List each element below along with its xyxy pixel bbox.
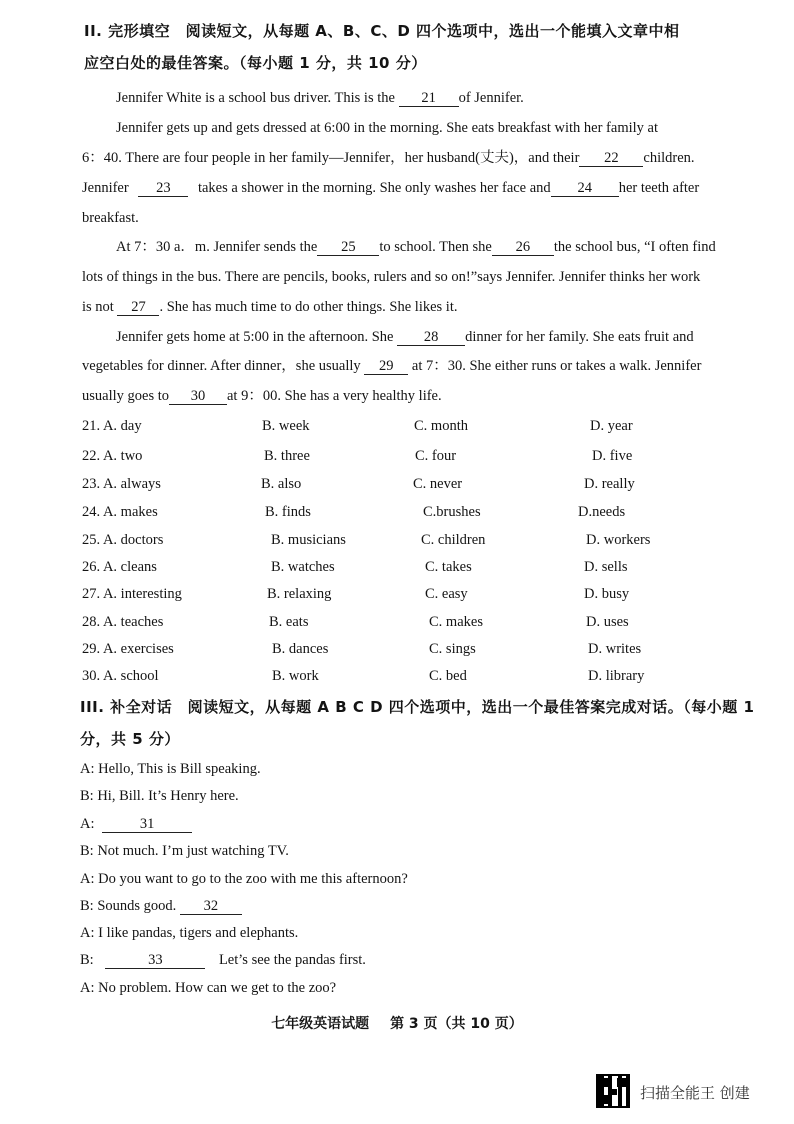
- passage-line-9: Jennifer gets home at 5:00 in the afternoon. She 28 dinner for her family. She eats fruit and: [116, 329, 694, 345]
- dialogue-line-4: B: Not much. I’m just watching TV.: [80, 843, 289, 859]
- blank-24: 24: [551, 180, 619, 197]
- option-c: C. month: [414, 418, 468, 434]
- blank-31: 31: [102, 816, 192, 833]
- dialogue-line-9: A: No problem. How can we get to the zoo?: [80, 980, 337, 996]
- option-b: B. three: [264, 448, 310, 464]
- option-b: B. musicians: [271, 532, 346, 548]
- option-b: B. relaxing: [267, 586, 332, 602]
- option-a: 30. A. school: [82, 668, 159, 684]
- blank-23: 23: [138, 180, 188, 197]
- footer-title: 七年级英语试题: [271, 1016, 370, 1032]
- passage-line-3: 6：40. There are four people in her family—Jennifer，her husband(丈夫)，and their 22 children.: [82, 150, 695, 166]
- passage-line-1: Jennifer White is a school bus driver. This is the 21 of Jennifer.: [116, 90, 524, 106]
- passage-line-4: Jennifer 23 takes a shower in the morning. She only washes her face and 24 her teeth after: [82, 180, 700, 196]
- passage-line-10: vegetables for dinner. After dinner，she usually 29 at 7：30. She either runs or takes a walk. Jennifer: [82, 358, 702, 374]
- section-2-heading-line1: II. 完形填空 阅读短文，从每题 A、B、C、D 四个选项中，选出一个能填入文章中相: [84, 22, 680, 40]
- passage-line-7: lots of things in the bus. There are pencils, books, rulers and so on!”says Jennifer. Jennifer thinks her work: [82, 269, 701, 285]
- option-d: D. year: [590, 418, 633, 434]
- option-a: 22. A. two: [82, 448, 143, 464]
- option-d: D. uses: [586, 614, 629, 630]
- blank-25: 25: [317, 239, 379, 256]
- option-b: B. work: [272, 668, 319, 684]
- dialogue-line-7: A: I like pandas, tigers and elephants.: [80, 925, 299, 941]
- footer-page-number: 第 3 页（共 10 页）: [390, 1016, 523, 1032]
- dialogue-line-8: B: 33 Let’s see the pandas first.: [80, 952, 366, 968]
- dialogue-line-3: A: 31: [80, 814, 192, 834]
- option-a: 24. A. makes: [82, 504, 158, 520]
- option-a: 26. A. cleans: [82, 559, 157, 575]
- option-row-27: [82, 586, 742, 606]
- passage-line-6: At 7：30 a．m. Jennifer sends the 25 to school. Then she 26 the school bus, “I often find: [116, 239, 716, 255]
- passage-line-5: breakfast.: [82, 210, 139, 226]
- dialogue-line-2: B: Hi, Bill. It’s Henry here.: [80, 788, 239, 804]
- option-d: D. library: [588, 668, 645, 684]
- option-c: C. easy: [425, 586, 468, 602]
- option-a: 21. A. day: [82, 418, 142, 434]
- option-c: C. four: [415, 448, 457, 464]
- option-b: B. dances: [272, 641, 329, 657]
- option-c: C.brushes: [423, 504, 481, 520]
- option-row-24: [82, 504, 742, 524]
- option-c: C. makes: [429, 614, 483, 630]
- option-row-28: [82, 614, 742, 634]
- option-a: 25. A. doctors: [82, 532, 164, 548]
- option-d: D. writes: [588, 641, 642, 657]
- passage-line-11: usually goes to 30 at 9：00. She has a very healthy life.: [82, 388, 442, 404]
- blank-32: 32: [180, 898, 242, 915]
- section-3-heading-line1: III. 补全对话 阅读短文，从每题 A B C D 四个选项中，选出一个最佳答案完成对话。（每小题 1: [80, 698, 755, 716]
- option-b: B. week: [262, 418, 310, 434]
- option-c: C. takes: [425, 559, 472, 575]
- option-row-26: [82, 559, 742, 579]
- option-d: D. busy: [584, 586, 630, 602]
- option-c: C. bed: [429, 668, 467, 684]
- dialogue-line-5: A: Do you want to go to the zoo with me this afternoon?: [80, 871, 408, 887]
- option-a: 23. A. always: [82, 476, 161, 492]
- option-c: C. sings: [429, 641, 476, 657]
- dialogue-line-6: B: Sounds good. 32: [80, 896, 242, 916]
- option-a: 27. A. interesting: [82, 586, 182, 602]
- blank-30: 30: [169, 388, 227, 405]
- option-row-25: [82, 532, 742, 552]
- option-d: D. workers: [586, 532, 651, 548]
- blank-28: 28: [397, 329, 465, 346]
- blank-26: 26: [492, 239, 554, 256]
- option-d: D. sells: [584, 559, 628, 575]
- page-footer: [0, 1013, 794, 1033]
- option-b: B. also: [261, 476, 302, 492]
- blank-29: 29: [364, 358, 408, 375]
- passage-line-2: Jennifer gets up and gets dressed at 6:00 in the morning. She eats breakfast with her family at: [116, 120, 658, 136]
- option-d: D. really: [584, 476, 635, 492]
- option-c: C. never: [413, 476, 463, 492]
- blank-27: 27: [117, 299, 159, 316]
- option-b: B. finds: [265, 504, 311, 520]
- option-row-30: [82, 668, 742, 688]
- blank-22: 22: [579, 150, 643, 167]
- option-b: B. eats: [269, 614, 309, 630]
- option-a: 29. A. exercises: [82, 641, 174, 657]
- blank-21: 21: [399, 90, 459, 107]
- option-b: B. watches: [271, 559, 335, 575]
- option-row-22: [82, 448, 742, 468]
- passage-line-8: is not 27 . She has much time to do other things. She likes it.: [82, 299, 458, 315]
- section-3-heading-line2: 分，共 5 分）: [80, 730, 180, 748]
- scanner-watermark: 扫描全能王 创建: [640, 1084, 750, 1102]
- option-c: C. children: [421, 532, 486, 548]
- option-a: 28. A. teaches: [82, 614, 164, 630]
- dialogue-line-1: A: Hello, This is Bill speaking.: [80, 761, 261, 777]
- option-d: D.needs: [578, 504, 626, 520]
- section-2-heading-line2: 应空白处的最佳答案。（每小题 1 分，共 10 分）: [84, 54, 427, 72]
- option-row-23: [82, 476, 742, 496]
- blank-33: 33: [105, 952, 205, 969]
- option-row-29: [82, 641, 742, 661]
- qr-code-icon: [596, 1074, 630, 1108]
- option-row-21: [82, 418, 742, 438]
- option-d: D. five: [592, 448, 633, 464]
